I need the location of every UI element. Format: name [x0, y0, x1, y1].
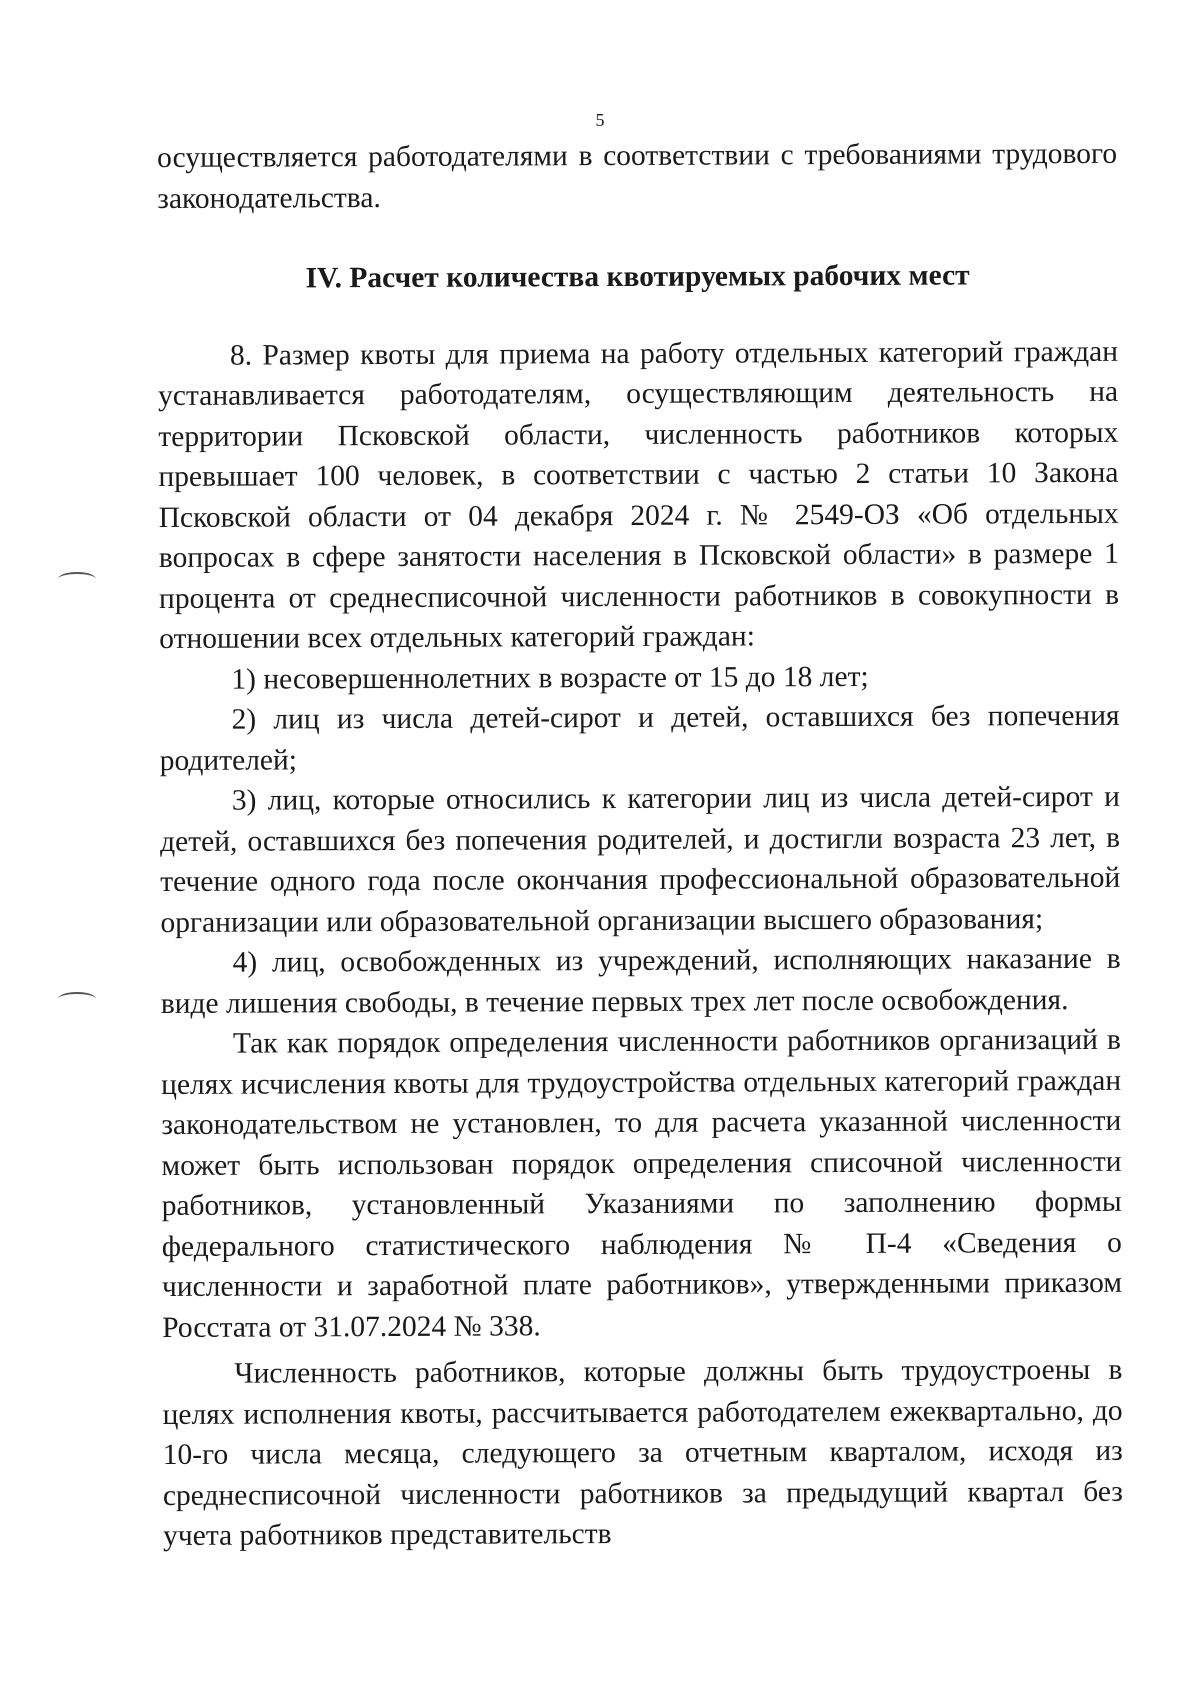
punch-hole-mark: [58, 992, 96, 1006]
paragraph-8: 8. Размер квоты для приема на работу отдельных категорий граждан устанавливается работодателям, осуществляющим деятельность на территории Псковской области, численность работников которых превышает 100 человек, в соответствии с частью 2 статьи 10 Закона Псковской области от 04 декабря 2024 г. № 2549-ОЗ «Об отдельных вопросах в сфере занятости населения в Псковской области» в размере 1 процента от среднесписочной численности работников в совокупности в отношении всех отдельных категорий граждан:: [158, 335, 1120, 655]
list-item-3: 3) лиц, которые относились к категории лиц из числа детей-сирот и детей, оставшихся без попечения родителей, и достигли возраста 23 лет, в течение одного года после окончания профессиональной образовательной организации или образовательной организации высшего образования;: [159, 780, 1121, 939]
list-item-4: 4) лиц, освобожденных из учреждений, исполняющих наказание в виде лишения свободы, в течение первых трех лет после освобождения.: [160, 942, 1121, 1020]
page-number: 5: [595, 110, 605, 130]
list-item-1: 1) несовершеннолетних в возрасте от 15 до 18 лет;: [231, 660, 869, 696]
list-item-2: 2) лиц из числа детей-сирот и детей, оставшихся без попечения родителей;: [159, 699, 1120, 777]
headcount-paragraph: Численность работников, которые должны быть трудоустроены в целях исполнения квоты, рассчитывается работодателем ежеквартально, до 10-го числа месяца, следующего за отчетным кварталом, исходя из среднесписочной численности работников за предыдущий квартал без учета работников представительств: [162, 1353, 1123, 1552]
punch-hole-mark: [58, 572, 96, 586]
section-heading: IV. Расчет количества квотируемых рабочих мест: [305, 259, 970, 295]
calc-order-paragraph: Так как порядок определения численности работников организаций в целях исчисления квоты для трудоустройства отдельных категорий граждан законодательством не установлен, то для расчета указанной численности может быть использован порядок определения списочной численности работников, установленный Указаниями по заполнению формы федерального статистического наблюдения № П-4 «Сведения о численности и заработной плате работников», утвержденными приказом Росстата от 31.07.2024 № 338.: [161, 1023, 1123, 1344]
continuation-paragraph: осуществляется работодателями в соответствии с требованиями трудового законодательства.: [157, 137, 1118, 215]
document-body: [157, 134, 1123, 1557]
